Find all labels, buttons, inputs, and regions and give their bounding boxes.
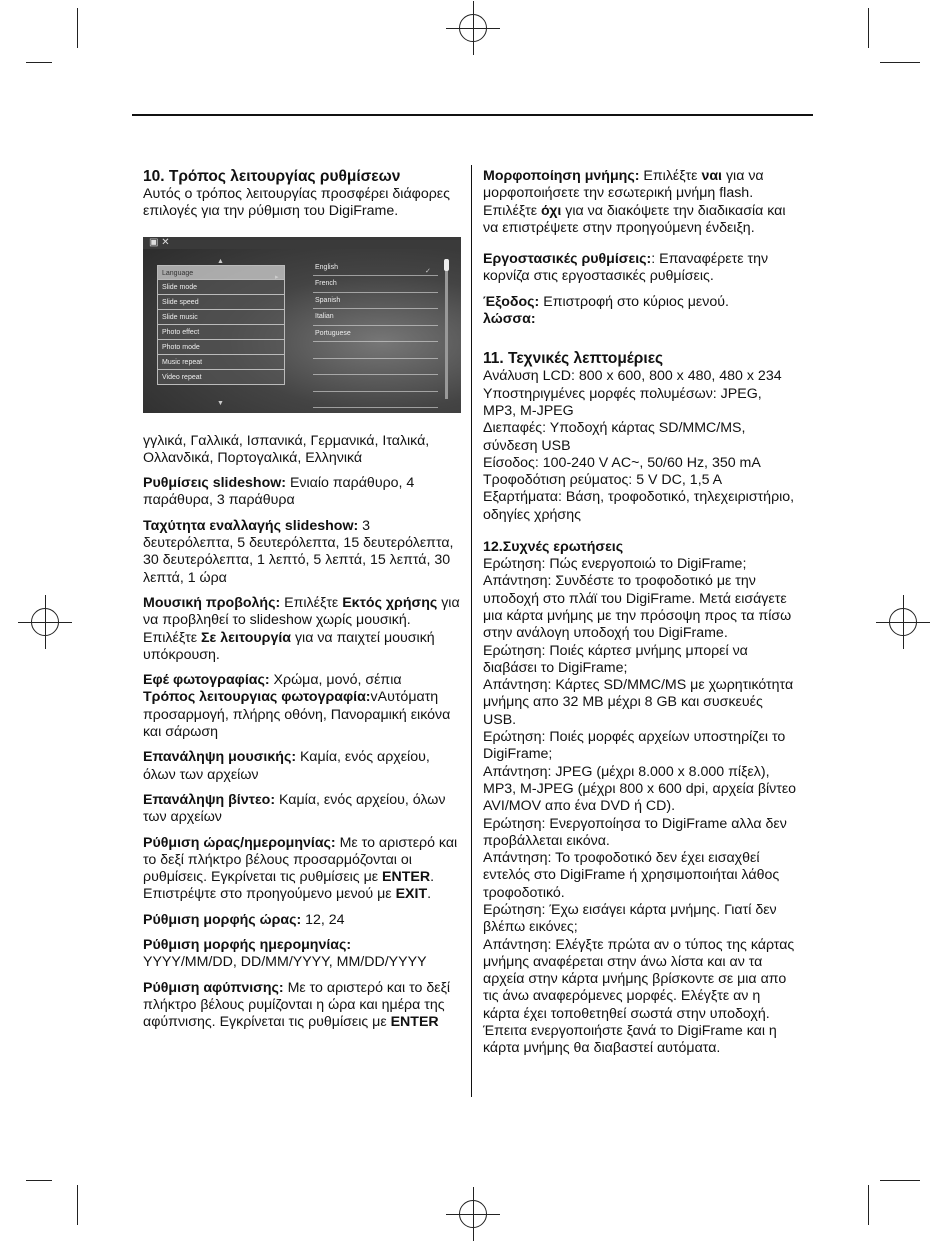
screenshot-menu-item: Photo mode: [157, 340, 285, 355]
music-repeat-setting: Επανάληψη μουσικής: Καμία, ενός αρχείου, όλων των αρχείων: [143, 749, 430, 783]
screenshot-menu-item: Language: [157, 265, 285, 280]
down-arrow-icon: ▼: [217, 399, 224, 407]
tech-spec-line: Τροφοδότιση ρεύματος: 5 V DC, 1,5 A: [483, 472, 723, 489]
faq-line: Απάντηση: Κάρτες SD/MMC/MS με χωρητικότητα μνήμης απο 32 MB μέχρι 8 GB και συσκευές USB.: [483, 677, 794, 728]
crop-mark: [77, 8, 78, 48]
crop-mark: [868, 8, 869, 48]
registration-mark: [31, 608, 59, 636]
up-arrow-icon: ▲: [217, 257, 224, 265]
photo-effect-setting: Εφέ φωτογραφίας: Χρώμα, μονό, σέπια: [143, 672, 402, 689]
video-repeat-setting: Επανάληψη βίντεο: Καμία, ενός αρχείου, όλων των αρχείων: [143, 791, 446, 826]
tech-spec-line: Υποστηριγμένες μορφές πολυμέσων: JPEG, MP3, M-JPEG: [483, 385, 762, 419]
section-10-title: 10. Τρόπος λειτουργίας ρυθμίσεων: [143, 168, 401, 185]
screenshot-option-item: French: [313, 276, 438, 293]
screenshot-menu: [157, 265, 285, 385]
column-separator: [471, 165, 472, 1097]
screenshot-option-item: Portuguese: [313, 326, 438, 343]
faq-line: Ερώτηση: Ενεργοποίησα το DigiFrame αλλα δεν προβάλλεται εικόνα.: [483, 815, 787, 849]
screenshot-option-item: [313, 392, 438, 409]
screenshot-topbar: [143, 237, 461, 249]
tech-spec-line: Εξαρτήματα: Βάση, τροφοδοτικό, τηλεχειριστήριο, οδηγίες χρήσης: [483, 489, 795, 523]
screenshot-menu-item: Slide mode: [157, 280, 285, 295]
faq-line: Απάντηση: Το τροφοδοτικό δεν έχει εισαχθεί εντελός στο DigiFrame ή χρησιμοποιήται λάθος τροφοδοτικό.: [483, 850, 780, 901]
format-memory-setting: Μορφοποίηση μνήμης: Επιλέξτε ναι για να μορφοποιήσετε την εσωτερική μνήμη flash. Επιλέξτε όχι για να διακόψετε την διαδικασία και να επιστρέψετε στην προηγούμενη ένδειξη.: [483, 168, 786, 236]
settings-icon: ▣ ✕: [149, 236, 170, 248]
screenshot-menu-item: Video repeat: [157, 370, 285, 385]
left-column: [143, 168, 463, 1040]
crop-mark: [26, 62, 52, 63]
faq-line: Απάντηση: Ελέγξτε πρώτα αν ο τύπος της κάρτας μνήμης αναφέρεται στην άνω λίστα και αν τα αρχεία στην κάρτα μνήμης βρίσκοντε σε μια απο τις άνω αναφερόμενες μορφές. Ελέγξτε αν η κάρτα έχει τοποθετηθεί σωστά στην υποδοχή. Έπειτα ενεργοποιήστε ξανά το DigiFrame και η κάρτα μνήμης θα διαβαστεί αυτόματα.: [483, 936, 795, 1057]
datetime-setting: Ρύθμιση ώρας/ημερομηνίας: Με το αριστερό και το δεξί πλήκτρο βέλους προσαρμόζονται οι ρυθμίσεις. Εγκρίνεται τις ρυθμίσεις με ENTER. Επιστρέψτε στο προηγούμενο μενού με EXIT.: [143, 834, 458, 903]
crop-mark: [868, 1185, 869, 1225]
speed-setting: Ταχύτητα εναλλαγής slideshow: 3 δευτερόλεπτα, 5 δευτερόλεπτα, 15 δευτερόλεπτα, 30 δευτερόλεπτα, 1 λεπτό, 5 λεπτά, 15 λεπτά, 30 λεπτά, 1 ώρα: [143, 517, 454, 586]
registration-mark: [459, 14, 487, 42]
crop-mark: [26, 1180, 52, 1181]
languages-list: γγλικά, Γαλλικά, Ισπανικά, Γερμανικά, Ιταλικά, Ολλανδικά, Πορτογαλικά, Ελληνικά: [143, 432, 430, 466]
settings-screenshot: [143, 237, 461, 413]
faq-line: Ερώτηση: Έχω εισάγει κάρτα μνήμης. Γιατί δεν βλέπω εικόνες;: [483, 901, 777, 936]
screenshot-option-item: Spanish: [313, 293, 438, 310]
check-icon: ✓: [425, 267, 431, 275]
music-setting: Μουσική προβολής: Επιλέξτε Εκτός χρήσης για να προβληθεί το slideshow χωρίς μουσική. Επιλέξτε Σε λειτουργία για να παιχτεί μουσική υπόκρουση.: [143, 594, 460, 663]
screenshot-option-item: [313, 359, 438, 376]
screenshot-menu-item: Slide speed: [157, 295, 285, 310]
selected-chevron-icon: ▸: [275, 273, 279, 281]
faq-list: [483, 556, 798, 1058]
section-11-title: 11. Τεχνικές λεπτομέριες: [483, 350, 664, 368]
screenshot-options: [313, 260, 438, 409]
alarm-setting: Ρύθμιση αφύπνισης: Με το αριστερό και το δεξί πλήκτρο βέλους ρυμίζονται η ώρα και ημέρα της αφύπνισης. Εγκρίνεται τις ρυθμίσεις με ENTER: [143, 979, 451, 1031]
screenshot-menu-item: Music repeat: [157, 355, 285, 370]
screenshot-option-item: English: [313, 260, 438, 277]
section-12-title: 12.Συχνές ερωτήσεις: [483, 539, 624, 556]
photo-mode-setting: Τρόπος λειτουργιας φωτογραφία:vΑυτόματη προσαρμογή, πλήρης οθόνη, Πανοραμική εικόνα και σάρωση: [143, 689, 451, 741]
faq-line: Απάντηση: JPEG (μέχρι 8.000 x 8.000 πίξελ), MP3, M-JPEG (μέχρι 800 x 600 dpi, αρχεία βίντεο AVI/MOV απο ένα DVD ή CD).: [483, 763, 797, 815]
screenshot-option-item: [313, 375, 438, 392]
registration-mark: [889, 608, 917, 636]
faq-line: Ερώτηση: Πώς ενεργοποιώ το DigiFrame;: [483, 556, 747, 573]
tech-spec-line: Είσοδος: 100-240 V AC~, 50/60 Hz, 350 mA: [483, 454, 761, 471]
section-10-intro: Αυτός ο τρόπος λειτουργίας προσφέρει διάφορες επιλογές για την ρύθμιση του DigiFrame.: [143, 186, 450, 220]
crop-mark: [880, 1180, 920, 1181]
tech-spec-line: Ανάλυση LCD: 800 x 600, 800 x 480, 480 x 234: [483, 368, 782, 385]
tech-spec-line: Διεπαφές: Υποδοχή κάρτας SD/MMC/MS, σύνδεση USB: [483, 420, 746, 454]
slideshow-setting: Ρυθμίσεις slideshow: Ενιαίο παράθυρο, 4 παράθυρα, 3 παράθυρα: [143, 475, 415, 509]
screenshot-menu-item: Photo effect: [157, 325, 285, 340]
tech-specs-list: [483, 368, 798, 524]
screenshot-scrollbar: [445, 259, 448, 399]
faq-line: Ερώτηση: Ποιές μορφές αρχείων υποστηρίζει το DigiFrame;: [483, 729, 786, 763]
crop-mark: [880, 62, 920, 63]
crop-mark: [77, 1185, 78, 1225]
factory-reset-setting: Εργοστασικές ρυθμίσεις:: Επαναφέρετε την κορνίζα στις εργοστασικές ρυθμίσεις.: [483, 251, 769, 285]
exit-setting: Έξοδος: Επιστροφή στο κύριος μενού.: [483, 293, 729, 310]
screenshot-option-item: Italian: [313, 309, 438, 326]
header-rule: [132, 114, 813, 116]
screenshot-option-item: [313, 342, 438, 359]
date-format-setting: Ρύθμιση μορφής ημερομηνίας: YYYY/MM/DD, DD/MM/YYYY, MM/DD/YYYY: [143, 937, 427, 971]
language-label: λώσσα:: [483, 311, 536, 328]
registration-mark: [459, 1200, 487, 1228]
time-format-setting: Ρύθμιση μορφής ώρας: 12, 24: [143, 911, 345, 928]
faq-line: Απάντηση: Συνδέστε το τροφοδοτικό με την υποδοχή στο πλάϊ του DigiFrame. Μετά εισάγετε μια κάρτα μνήμης με την πρόσοψη προς τα πίσω στην ανάλογη υποδοχή του DigiFrame.: [483, 573, 792, 642]
faq-line: Ερώτηση: Ποιές κάρτεσ μνήμης μπορεί να διαβάσει το DigiFrame;: [483, 642, 748, 676]
right-column: [483, 168, 798, 1058]
screenshot-menu-item: Slide music: [157, 310, 285, 325]
